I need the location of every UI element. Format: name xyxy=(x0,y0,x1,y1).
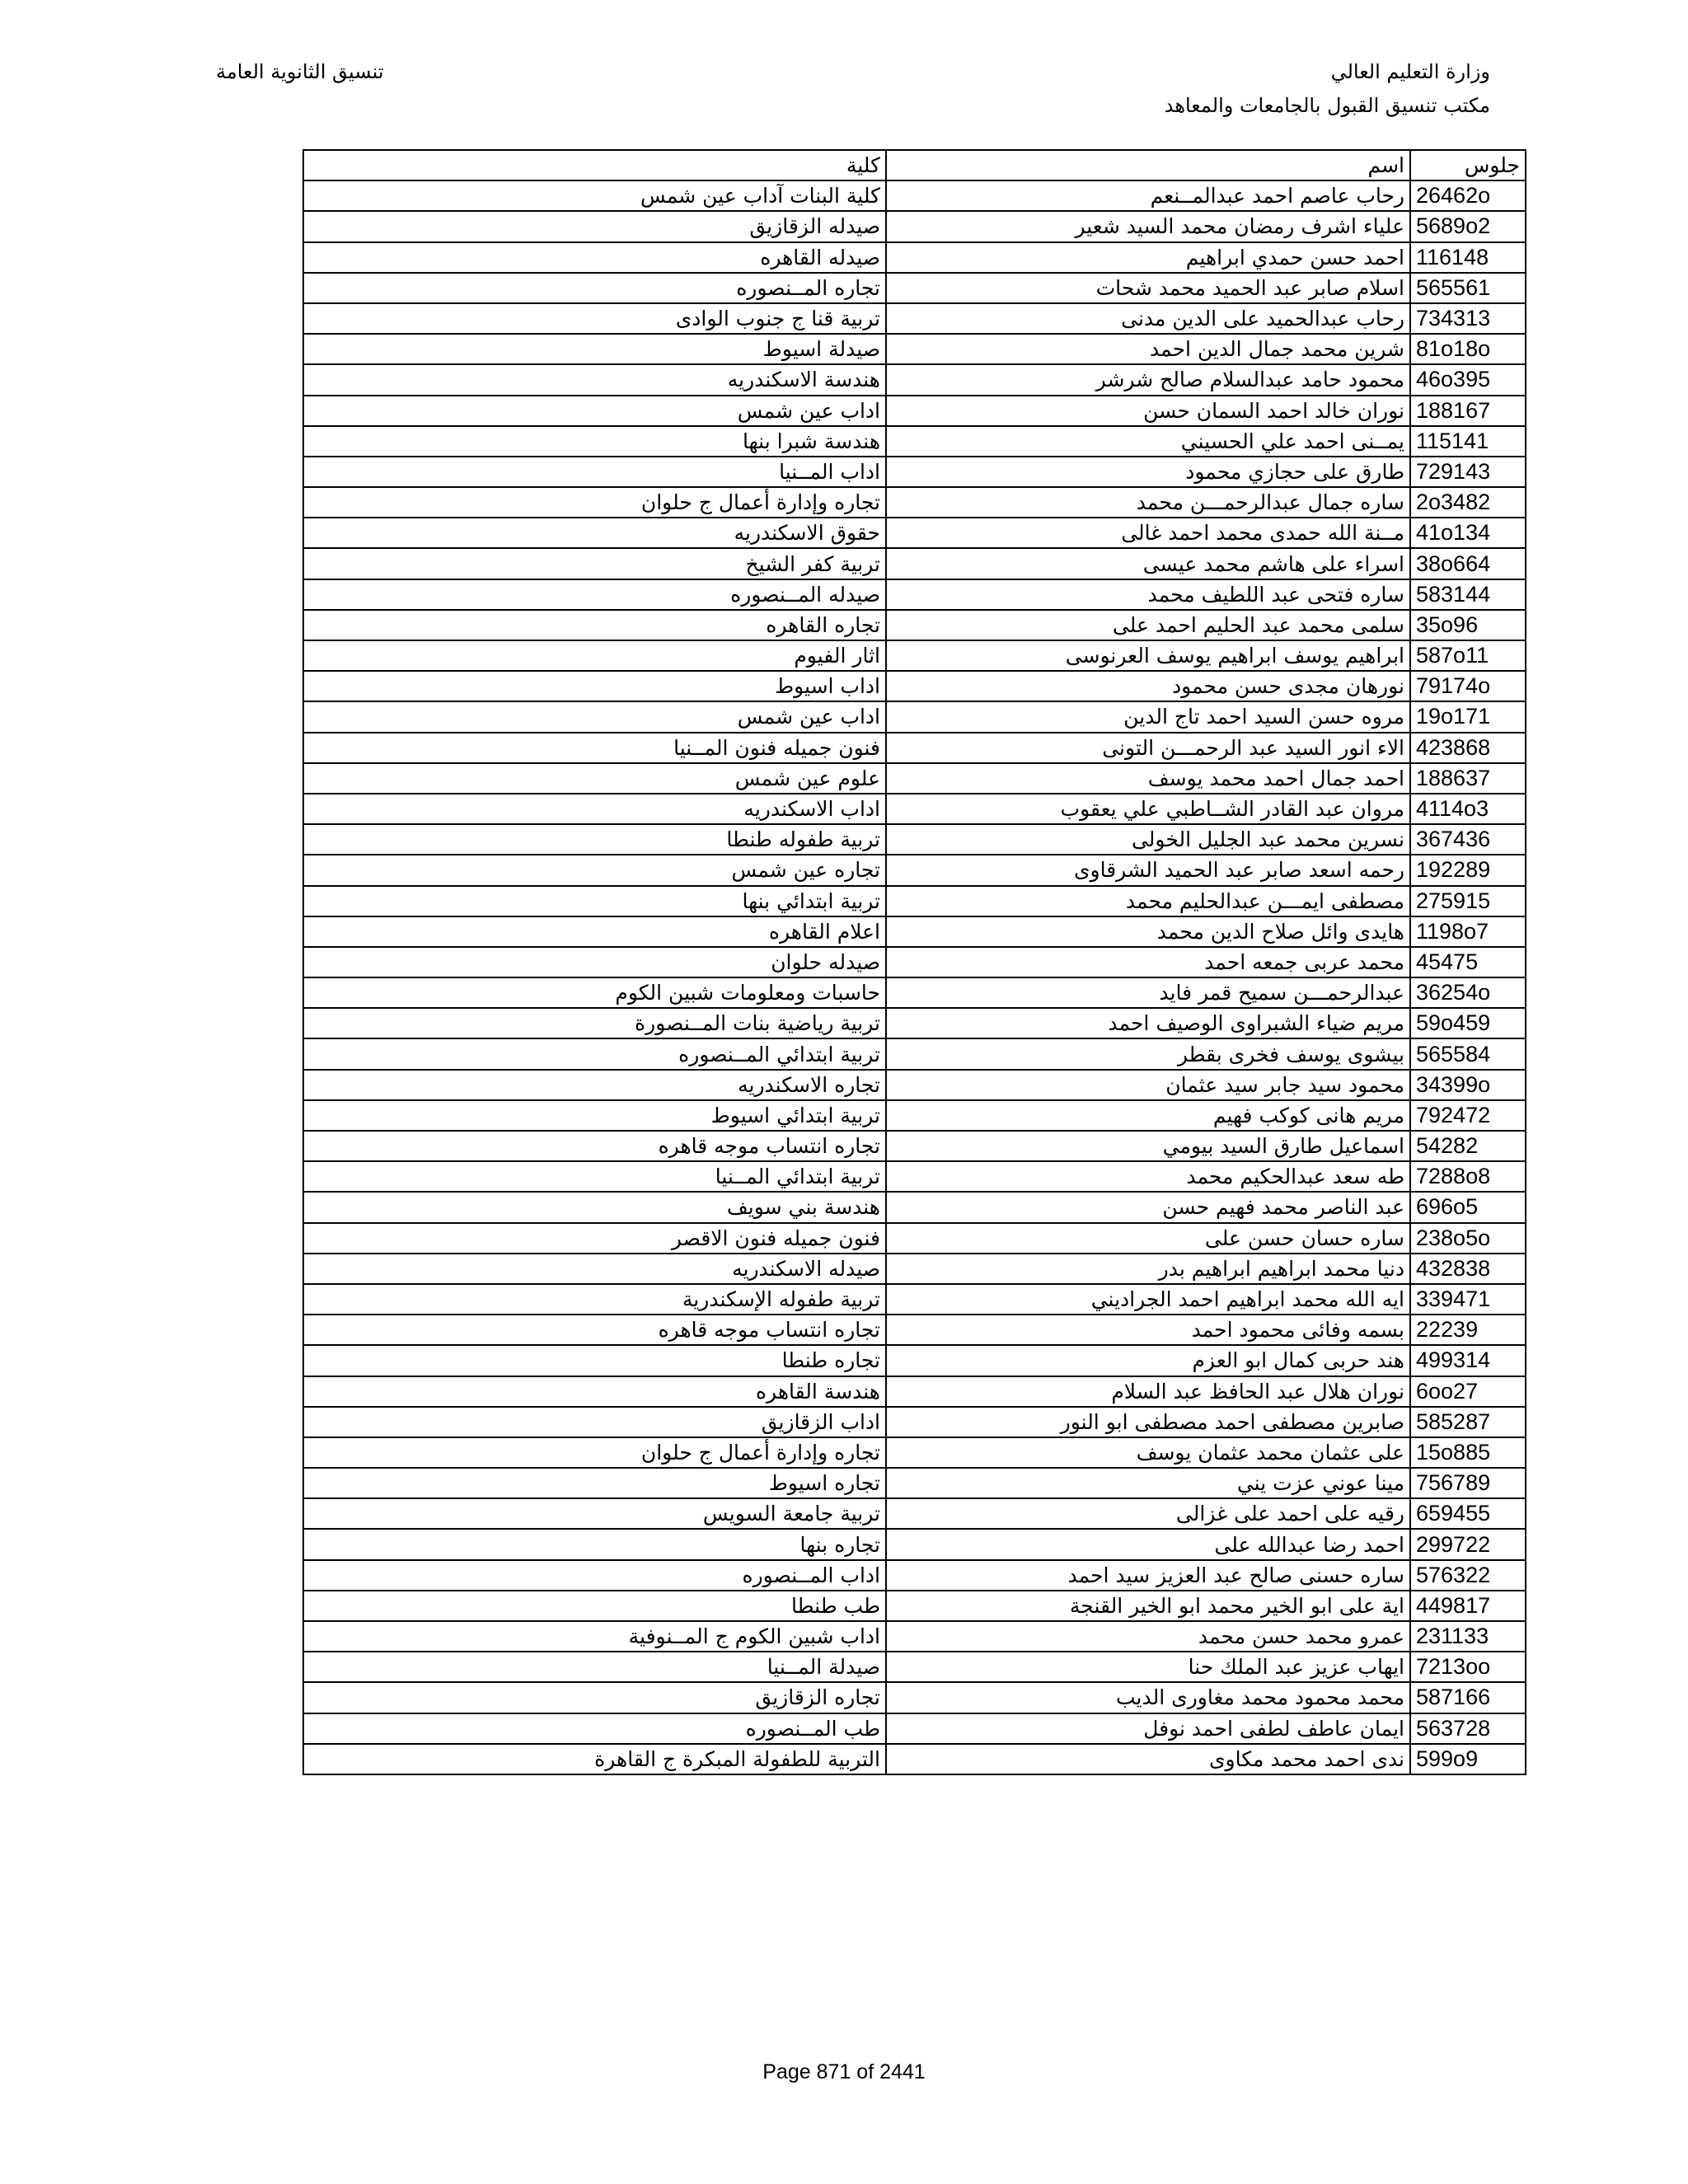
table-row xyxy=(303,1621,1526,1652)
ministry-title: وزارة التعليم العالي xyxy=(1330,60,1490,83)
faculty-cell: تجاره بنها xyxy=(303,1529,886,1559)
name-cell: بسمه وفائى محمود احمد xyxy=(886,1315,1410,1345)
name-cell: مصطفى ايمـــن عبدالحليم محمد xyxy=(886,886,1410,916)
table-row xyxy=(303,1223,1526,1254)
faculty-cell: هندسة القاهره xyxy=(303,1376,886,1407)
table-row xyxy=(303,1100,1526,1131)
faculty-cell: صيدلة اسيوط xyxy=(303,334,886,364)
name-cell: ندى احمد محمد مكاوى xyxy=(886,1744,1410,1774)
seat-cell: 19o171 xyxy=(1410,701,1526,732)
table-row xyxy=(303,487,1526,518)
name-cell: يمــنى احمد علي الحسيني xyxy=(886,426,1410,457)
seat-cell: 599o9 xyxy=(1410,1744,1526,1774)
name-cell: ساره جمال عبدالرحمـــن محمد xyxy=(886,487,1410,518)
name-cell: ساره حسان حسن على xyxy=(886,1223,1410,1254)
table-row xyxy=(303,824,1526,855)
faculty-column-header: كلية xyxy=(303,150,886,180)
faculty-cell: اداب عين شمس xyxy=(303,701,886,732)
table-row xyxy=(303,1713,1526,1744)
page-number: Page 871 of 2441 xyxy=(762,2060,926,2083)
table-row xyxy=(303,794,1526,824)
seat-cell: 59o459 xyxy=(1410,1008,1526,1038)
table-row xyxy=(303,1161,1526,1192)
name-cell: هند حربى كمال ابو العزم xyxy=(886,1345,1410,1376)
faculty-cell: تربية جامعة السويس xyxy=(303,1498,886,1529)
name-cell: الاء انور السيد عبد الرحمـــن التونى xyxy=(886,733,1410,763)
name-column-header: اسم xyxy=(886,150,1410,180)
name-cell: طارق على حجازي محمود xyxy=(886,457,1410,487)
seat-cell: 46o395 xyxy=(1410,364,1526,395)
table-row xyxy=(303,303,1526,334)
seat-column-header: جلوس xyxy=(1410,150,1526,180)
table-row xyxy=(303,610,1526,640)
name-cell: ايمان عاطف لطفى احمد نوفل xyxy=(886,1713,1410,1744)
faculty-cell: اداب الزقازيق xyxy=(303,1407,886,1437)
faculty-cell: طب طنطا xyxy=(303,1591,886,1621)
name-cell: احمد جمال احمد محمد يوسف xyxy=(886,763,1410,794)
faculty-cell: تجاره انتساب موجه قاهره xyxy=(303,1131,886,1161)
seat-cell: 6oo27 xyxy=(1410,1376,1526,1407)
faculty-cell: تربية ابتدائي المــنصوره xyxy=(303,1038,886,1069)
table-row xyxy=(303,977,1526,1008)
name-cell: محمود حامد عبدالسلام صالح شرشر xyxy=(886,364,1410,395)
seat-cell: 192289 xyxy=(1410,855,1526,885)
faculty-cell: اداب المــنصوره xyxy=(303,1560,886,1591)
name-cell: عمرو محمد حسن محمد xyxy=(886,1621,1410,1652)
table-row xyxy=(303,242,1526,273)
faculty-cell: تربية ابتدائي اسيوط xyxy=(303,1100,886,1131)
table-row xyxy=(303,1008,1526,1038)
faculty-cell: هندسة بني سويف xyxy=(303,1192,886,1222)
name-cell: ساره حسنى صالح عبد العزيز سيد احمد xyxy=(886,1560,1410,1591)
table-row xyxy=(303,396,1526,426)
faculty-cell: تجاره الزقازيق xyxy=(303,1682,886,1713)
section-title: تنسيق الثانوية العامة xyxy=(216,60,384,83)
name-cell: مروه حسن السيد احمد تاج الدين xyxy=(886,701,1410,732)
seat-cell: 22239 xyxy=(1410,1315,1526,1345)
name-cell: محمد عربى جمعه احمد xyxy=(886,947,1410,977)
faculty-cell: تربية طفوله طنطا xyxy=(303,824,886,855)
seat-cell: 587166 xyxy=(1410,1682,1526,1713)
faculty-cell: صيدله الاسكندريه xyxy=(303,1254,886,1284)
seat-cell: 38o664 xyxy=(1410,548,1526,579)
table-row xyxy=(303,579,1526,610)
seat-cell: 275915 xyxy=(1410,886,1526,916)
table-row xyxy=(303,180,1526,211)
table-row xyxy=(303,886,1526,916)
faculty-cell: تجاره طنطا xyxy=(303,1345,886,1376)
table-row xyxy=(303,1345,1526,1376)
name-cell: مينا عوني عزت يني xyxy=(886,1468,1410,1498)
seat-cell: 729143 xyxy=(1410,457,1526,487)
faculty-cell: صيدله القاهره xyxy=(303,242,886,273)
table-row xyxy=(303,1652,1526,1682)
seat-cell: 565561 xyxy=(1410,273,1526,303)
seat-cell: 423868 xyxy=(1410,733,1526,763)
seat-cell: 34399o xyxy=(1410,1070,1526,1100)
name-cell: عبدالرحمـــن سميح قمر فايد xyxy=(886,977,1410,1008)
seat-cell: 36254o xyxy=(1410,977,1526,1008)
faculty-cell: تجاره انتساب موجه قاهره xyxy=(303,1315,886,1345)
name-cell: اسماعيل طارق السيد بيومي xyxy=(886,1131,1410,1161)
faculty-cell: تربية قنا ج جنوب الوادى xyxy=(303,303,886,334)
table-row xyxy=(303,1192,1526,1222)
faculty-cell: كلية البنات آداب عين شمس xyxy=(303,180,886,211)
name-cell: نوران خالد احمد السمان حسن xyxy=(886,396,1410,426)
name-cell: مريم هانى كوكب فهيم xyxy=(886,1100,1410,1131)
name-cell: احمد رضا عبدالله على xyxy=(886,1529,1410,1559)
name-cell: هايدى وائل صلاح الدين محمد xyxy=(886,916,1410,947)
seat-cell: 367436 xyxy=(1410,824,1526,855)
table-row xyxy=(303,671,1526,701)
seat-cell: 7288o8 xyxy=(1410,1161,1526,1192)
name-cell: احمد حسن حمدي ابراهيم xyxy=(886,242,1410,273)
name-cell: ايه الله محمد ابراهيم احمد الجراديني xyxy=(886,1284,1410,1315)
faculty-cell: التربية للطفولة المبكرة ج القاهرة xyxy=(303,1744,886,1774)
table-row xyxy=(303,548,1526,579)
seat-cell: 79174o xyxy=(1410,671,1526,701)
faculty-cell: اثار الفيوم xyxy=(303,640,886,671)
table-row xyxy=(303,916,1526,947)
seat-cell: 734313 xyxy=(1410,303,1526,334)
name-cell: محمود سيد جابر سيد عثمان xyxy=(886,1070,1410,1100)
table-header-row xyxy=(303,150,1526,180)
seat-cell: 35o96 xyxy=(1410,610,1526,640)
faculty-cell: اداب المــنيا xyxy=(303,457,886,487)
table-row xyxy=(303,273,1526,303)
table-row xyxy=(303,1284,1526,1315)
name-cell: ابراهيم يوسف ابراهيم يوسف العرنوسى xyxy=(886,640,1410,671)
name-cell: اسراء على هاشم محمد عيسى xyxy=(886,548,1410,579)
seat-cell: 756789 xyxy=(1410,1468,1526,1498)
name-cell: سلمى محمد عبد الحليم احمد على xyxy=(886,610,1410,640)
table-row xyxy=(303,1437,1526,1468)
faculty-cell: تجاره عين شمس xyxy=(303,855,886,885)
table-row xyxy=(303,733,1526,763)
table-row xyxy=(303,1131,1526,1161)
faculty-cell: صيدلة المــنيا xyxy=(303,1652,886,1682)
seat-cell: 4114o3 xyxy=(1410,794,1526,824)
seat-cell: 583144 xyxy=(1410,579,1526,610)
name-cell: نسرين محمد عبد الجليل الخولى xyxy=(886,824,1410,855)
faculty-cell: فنون جميله فنون الاقصر xyxy=(303,1223,886,1254)
name-cell: مــنة الله حمدى محمد احمد غالى xyxy=(886,518,1410,548)
name-cell: رقيه على احمد على غزالى xyxy=(886,1498,1410,1529)
table-row xyxy=(303,334,1526,364)
table-row xyxy=(303,1744,1526,1774)
seat-cell: 432838 xyxy=(1410,1254,1526,1284)
table-row xyxy=(303,457,1526,487)
faculty-cell: اعلام القاهره xyxy=(303,916,886,947)
table-row xyxy=(303,1529,1526,1559)
faculty-cell: اداب اسيوط xyxy=(303,671,886,701)
name-cell: شرين محمد جمال الدين احمد xyxy=(886,334,1410,364)
name-cell: على عثمان محمد عثمان يوسف xyxy=(886,1437,1410,1468)
name-cell: ساره فتحى عبد اللطيف محمد xyxy=(886,579,1410,610)
seat-cell: 299722 xyxy=(1410,1529,1526,1559)
table-row xyxy=(303,1468,1526,1498)
table-row xyxy=(303,701,1526,732)
seat-cell: 41o134 xyxy=(1410,518,1526,548)
name-cell: رحاب عاصم احمد عبدالمــنعم xyxy=(886,180,1410,211)
name-cell: طه سعد عبدالحكيم محمد xyxy=(886,1161,1410,1192)
seat-cell: 238o5o xyxy=(1410,1223,1526,1254)
seat-cell: 449817 xyxy=(1410,1591,1526,1621)
table-row xyxy=(303,1560,1526,1591)
table-row xyxy=(303,855,1526,885)
table-row xyxy=(303,1376,1526,1407)
seat-cell: 54282 xyxy=(1410,1131,1526,1161)
table-row xyxy=(303,1038,1526,1069)
name-cell: مروان عبد القادر الشــاطبي علي يعقوب xyxy=(886,794,1410,824)
faculty-cell: اداب شبين الكوم ج المــنوفية xyxy=(303,1621,886,1652)
faculty-cell: تجاره وإدارة أعمال ج حلوان xyxy=(303,487,886,518)
faculty-cell: صيدله حلوان xyxy=(303,947,886,977)
seat-cell: 499314 xyxy=(1410,1345,1526,1376)
table-row xyxy=(303,1315,1526,1345)
table-row xyxy=(303,1682,1526,1713)
faculty-cell: صيدله الزقازيق xyxy=(303,211,886,241)
seat-cell: 585287 xyxy=(1410,1407,1526,1437)
name-cell: علياء اشرف رمضان محمد السيد شعير xyxy=(886,211,1410,241)
office-title: مكتب تنسيق القبول بالجامعات والمعاهد xyxy=(1164,94,1490,117)
faculty-cell: تربية ابتدائي بنها xyxy=(303,886,886,916)
table-row xyxy=(303,1070,1526,1100)
seat-cell: 231133 xyxy=(1410,1621,1526,1652)
seat-cell: 563728 xyxy=(1410,1713,1526,1744)
faculty-cell: تجاره المــنصوره xyxy=(303,273,886,303)
faculty-cell: علوم عين شمس xyxy=(303,763,886,794)
admissions-table xyxy=(302,149,1526,1775)
seat-cell: 45475 xyxy=(1410,947,1526,977)
faculty-cell: فنون جميله فنون المــنيا xyxy=(303,733,886,763)
name-cell: محمد محمود محمد مغاورى الديب xyxy=(886,1682,1410,1713)
seat-cell: 2o3482 xyxy=(1410,487,1526,518)
name-cell: صابرين مصطفى احمد مصطفى ابو النور xyxy=(886,1407,1410,1437)
table-row xyxy=(303,1498,1526,1529)
seat-cell: 1198o7 xyxy=(1410,916,1526,947)
seat-cell: 576322 xyxy=(1410,1560,1526,1591)
seat-cell: 696o5 xyxy=(1410,1192,1526,1222)
seat-cell: 116148 xyxy=(1410,242,1526,273)
name-cell: ايهاب عزيز عبد الملك حنا xyxy=(886,1652,1410,1682)
seat-cell: 659455 xyxy=(1410,1498,1526,1529)
seat-cell: 81o18o xyxy=(1410,334,1526,364)
faculty-cell: حقوق الاسكندريه xyxy=(303,518,886,548)
faculty-cell: صيدله المــنصوره xyxy=(303,579,886,610)
seat-cell: 792472 xyxy=(1410,1100,1526,1131)
name-cell: اية على ابو الخير محمد ابو الخير القنجة xyxy=(886,1591,1410,1621)
seat-cell: 15o885 xyxy=(1410,1437,1526,1468)
name-cell: نورهان مجدى حسن محمود xyxy=(886,671,1410,701)
faculty-cell: تربية كفر الشيخ xyxy=(303,548,886,579)
faculty-cell: تربية ابتدائي المــنيا xyxy=(303,1161,886,1192)
faculty-cell: اداب عين شمس xyxy=(303,396,886,426)
name-cell: رحاب عبدالحميد على الدين مدنى xyxy=(886,303,1410,334)
table-row xyxy=(303,1591,1526,1621)
seat-cell: 188637 xyxy=(1410,763,1526,794)
name-cell: عبد الناصر محمد فهيم حسن xyxy=(886,1192,1410,1222)
seat-cell: 115141 xyxy=(1410,426,1526,457)
table-row xyxy=(303,1254,1526,1284)
name-cell: بيشوى يوسف فخرى بقطر xyxy=(886,1038,1410,1069)
table-row xyxy=(303,1407,1526,1437)
name-cell: اسلام صابر عبد الحميد محمد شحات xyxy=(886,273,1410,303)
table-row xyxy=(303,211,1526,241)
faculty-cell: هندسة شبرا بنها xyxy=(303,426,886,457)
table-row xyxy=(303,763,1526,794)
table-row xyxy=(303,364,1526,395)
seat-cell: 5689o2 xyxy=(1410,211,1526,241)
name-cell: رحمه اسعد صابر عبد الحميد الشرقاوى xyxy=(886,855,1410,885)
table-row xyxy=(303,426,1526,457)
faculty-cell: هندسة الاسكندريه xyxy=(303,364,886,395)
faculty-cell: تجاره وإدارة أعمال ج حلوان xyxy=(303,1437,886,1468)
faculty-cell: طب المــنصوره xyxy=(303,1713,886,1744)
seat-cell: 26462o xyxy=(1410,180,1526,211)
faculty-cell: اداب الاسكندريه xyxy=(303,794,886,824)
faculty-cell: تربية طفوله الإسكندرية xyxy=(303,1284,886,1315)
name-cell: مريم ضياء الشبراوى الوصيف احمد xyxy=(886,1008,1410,1038)
table-row xyxy=(303,518,1526,548)
faculty-cell: حاسبات ومعلومات شبين الكوم xyxy=(303,977,886,1008)
faculty-cell: تجاره الاسكندريه xyxy=(303,1070,886,1100)
name-cell: نوران هلال عبد الحافظ عبد السلام xyxy=(886,1376,1410,1407)
table-row xyxy=(303,640,1526,671)
seat-cell: 587o11 xyxy=(1410,640,1526,671)
faculty-cell: تجاره اسيوط xyxy=(303,1468,886,1498)
seat-cell: 7213oo xyxy=(1410,1652,1526,1682)
table-row xyxy=(303,947,1526,977)
faculty-cell: تجاره القاهره xyxy=(303,610,886,640)
seat-cell: 188167 xyxy=(1410,396,1526,426)
name-cell: دنيا محمد ابراهيم ابراهيم بدر xyxy=(886,1254,1410,1284)
faculty-cell: تربية رياضية بنات المــنصورة xyxy=(303,1008,886,1038)
seat-cell: 565584 xyxy=(1410,1038,1526,1069)
seat-cell: 339471 xyxy=(1410,1284,1526,1315)
